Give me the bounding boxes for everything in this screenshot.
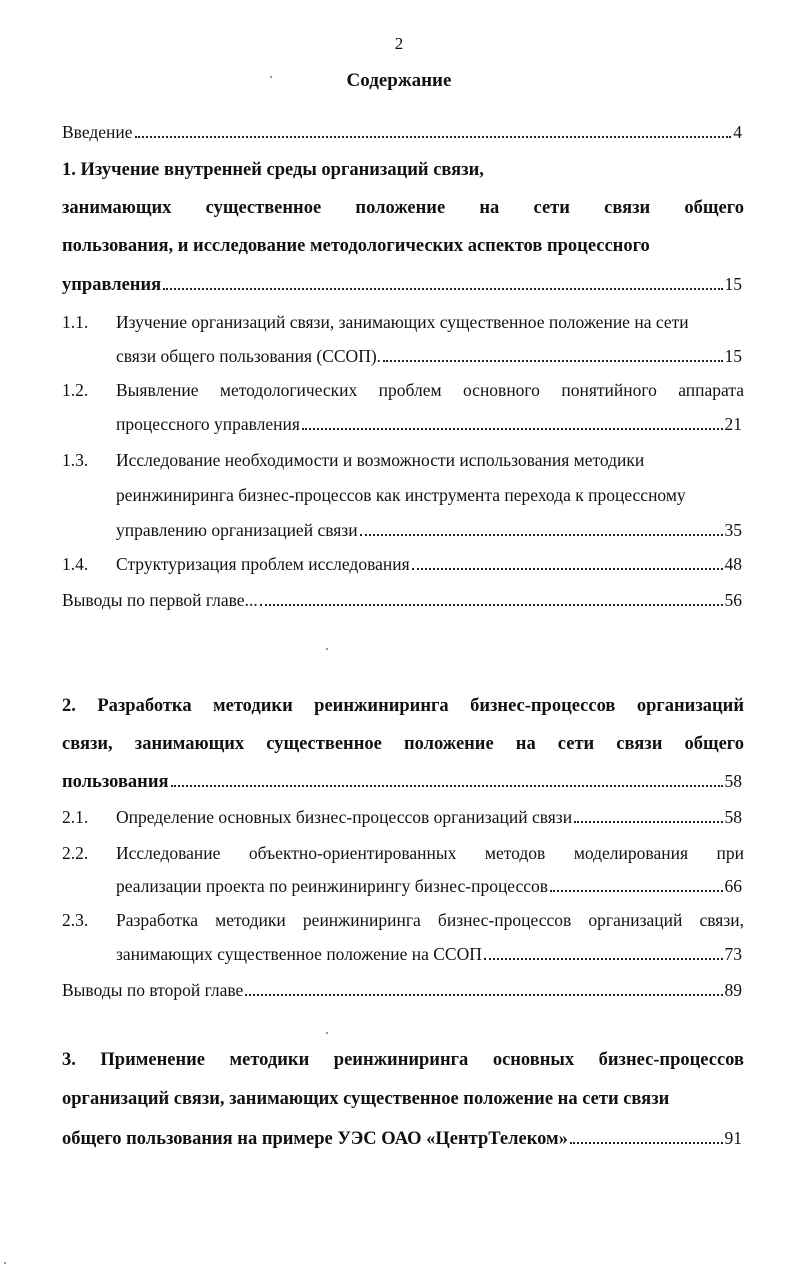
toc-entry-label: управлению организацией связи <box>116 520 358 540</box>
dot-leader <box>550 890 722 892</box>
heading-word: методики <box>229 1050 310 1070</box>
chapter-2-heading-line2[interactable] <box>62 732 744 756</box>
toc-entry-label: Определение основных бизнес-процессов организаций связи <box>116 807 573 827</box>
heading-word: Разработка <box>97 696 192 716</box>
toc-entry-label: Выводы по второй главе <box>62 980 244 1000</box>
toc-entry-page: 58 <box>724 807 742 827</box>
toc-entry-1-1-line1[interactable]: Изучение организаций связи, занимающих существенное положение на сети <box>116 312 689 332</box>
heading-word: связи <box>616 734 663 754</box>
toc-entry-page: 56 <box>724 590 742 610</box>
toc-entry-conclusion-1[interactable] <box>62 588 742 612</box>
section-number: 2.3. <box>62 910 89 930</box>
toc-entry-page: 91 <box>724 1128 742 1148</box>
dot-leader <box>484 958 723 960</box>
heading-word: существенное <box>205 198 322 218</box>
heading-word: методики <box>213 696 293 716</box>
toc-entry-label: управления <box>62 275 162 295</box>
chapter-3-heading-line3[interactable] <box>62 1126 742 1151</box>
toc-entry-page: 48 <box>724 554 742 574</box>
dot-leader <box>302 428 723 430</box>
toc-entry-page: 73 <box>724 944 742 964</box>
heading-word: организаций <box>636 696 744 716</box>
dot-leader <box>574 821 722 823</box>
toc-entry-label: общего пользования на примере УЭС ОАО «ЦентрТелеком» <box>62 1129 568 1149</box>
heading-word: основных <box>492 1050 575 1070</box>
toc-entry-2-3[interactable] <box>116 942 742 966</box>
dot-leader <box>135 136 732 138</box>
chapter-1-heading-line4[interactable] <box>62 272 742 297</box>
chapter-1-heading-line2[interactable] <box>62 196 744 220</box>
dot-leader <box>245 994 722 996</box>
chapter-2-heading-line3[interactable] <box>62 769 742 794</box>
section-number: 2.2. <box>62 843 89 863</box>
toc-entry-1-2[interactable] <box>116 412 742 436</box>
chapter-1-heading-line3[interactable]: пользования, и исследование методологических аспектов процессного <box>62 236 650 256</box>
heading-word: общего <box>684 198 744 218</box>
heading-word: сети <box>557 734 595 754</box>
scan-speck <box>326 1032 328 1034</box>
dot-leader <box>171 785 723 787</box>
toc-entry-1-3-line2[interactable]: реинжиниринга бизнес-процессов как инструмента перехода к процессному <box>116 485 686 505</box>
toc-entry-2-3-line1[interactable]: Разработка методики реинжиниринга бизнес-процессов организаций связи, <box>116 910 744 930</box>
toc-entry-page: 15 <box>724 346 742 366</box>
chapter-1-heading-line1[interactable]: 1. Изучение внутренней среды организаций связи, <box>62 160 484 180</box>
heading-word: 2. <box>62 696 76 716</box>
section-number: 2.1. <box>62 807 89 827</box>
toc-entry-page: 66 <box>724 876 742 896</box>
heading-word: бизнес-процессов <box>470 696 616 716</box>
heading-word: занимающих <box>62 198 172 218</box>
heading-word: занимающих <box>134 734 245 754</box>
heading-word: на <box>515 734 536 754</box>
page-number: 2 <box>394 34 404 53</box>
section-number: 1.2. <box>62 380 89 400</box>
dot-leader <box>383 360 722 362</box>
toc-entry-label: Выводы по первой главе... <box>62 590 258 610</box>
dot-leader <box>360 534 723 536</box>
heading-word: 3. <box>62 1050 76 1070</box>
toc-entry-label: процессного управления <box>116 414 300 434</box>
toc-entry-label: пользования <box>62 772 169 792</box>
toc-entry-intro[interactable] <box>62 120 742 144</box>
toc-entry-conclusion-2[interactable] <box>62 978 742 1002</box>
chapter-2-heading-line1[interactable] <box>62 694 744 718</box>
heading-word: существенное <box>266 734 382 754</box>
heading-word: общего <box>684 734 744 754</box>
toc-entry-2-2[interactable] <box>116 874 742 898</box>
heading-word: положение <box>355 198 446 218</box>
chapter-3-heading-line1[interactable] <box>62 1048 744 1072</box>
dot-leader <box>163 288 722 290</box>
toc-entry-label: Введение <box>62 122 133 142</box>
toc-entry-page: 89 <box>724 980 742 1000</box>
dot-leader <box>412 568 723 570</box>
scan-speck <box>326 648 328 650</box>
toc-entry-label: связи общего пользования (ССОП). <box>116 346 382 366</box>
toc-entry-2-1[interactable] <box>116 805 742 829</box>
dot-leader <box>260 604 723 606</box>
toc-entry-1-2-line1[interactable]: Выявление методологических проблем основного понятийного аппарата <box>116 380 744 400</box>
toc-entry-page: 4 <box>733 122 742 142</box>
section-number: 1.4. <box>62 554 89 574</box>
page-title: Содержание <box>346 70 452 91</box>
heading-word: связи <box>604 198 651 218</box>
section-number: 1.3. <box>62 450 89 470</box>
heading-word: положение <box>403 734 494 754</box>
heading-word: реинжиниринга <box>333 1050 469 1070</box>
toc-entry-label: занимающих существенное положение на ССОП <box>116 944 482 964</box>
section-number: 1.1. <box>62 312 89 332</box>
toc-entry-page: 21 <box>724 414 742 434</box>
toc-entry-label: Структуризация проблем исследования <box>116 554 410 574</box>
toc-entry-2-2-line1[interactable]: Исследование объектно-ориентированных методов моделирования при <box>116 843 744 863</box>
heading-word: сети <box>533 198 570 218</box>
toc-entry-label: реализации проекта по реинжинирингу бизнес-процессов <box>116 876 549 896</box>
heading-word: на <box>479 198 500 218</box>
toc-entry-1-4[interactable] <box>116 552 742 576</box>
heading-word: реинжиниринга <box>314 696 449 716</box>
chapter-3-heading-line2[interactable]: организаций связи, занимающих существенное положение на сети связи <box>62 1089 670 1109</box>
dot-leader <box>570 1142 723 1144</box>
scan-speck <box>4 1262 6 1264</box>
scan-speck <box>270 76 272 78</box>
toc-entry-page: 35 <box>724 520 742 540</box>
toc-entry-1-3-line1[interactable]: Исследование необходимости и возможности использования методики <box>116 450 645 470</box>
toc-entry-1-1[interactable] <box>116 344 742 368</box>
toc-entry-page: 58 <box>724 771 742 791</box>
toc-entry-1-3[interactable] <box>116 518 742 542</box>
heading-word: бизнес-процессов <box>598 1050 744 1070</box>
heading-word: связи, <box>62 734 113 754</box>
toc-entry-page: 15 <box>724 274 742 294</box>
heading-word: Применение <box>100 1050 205 1070</box>
